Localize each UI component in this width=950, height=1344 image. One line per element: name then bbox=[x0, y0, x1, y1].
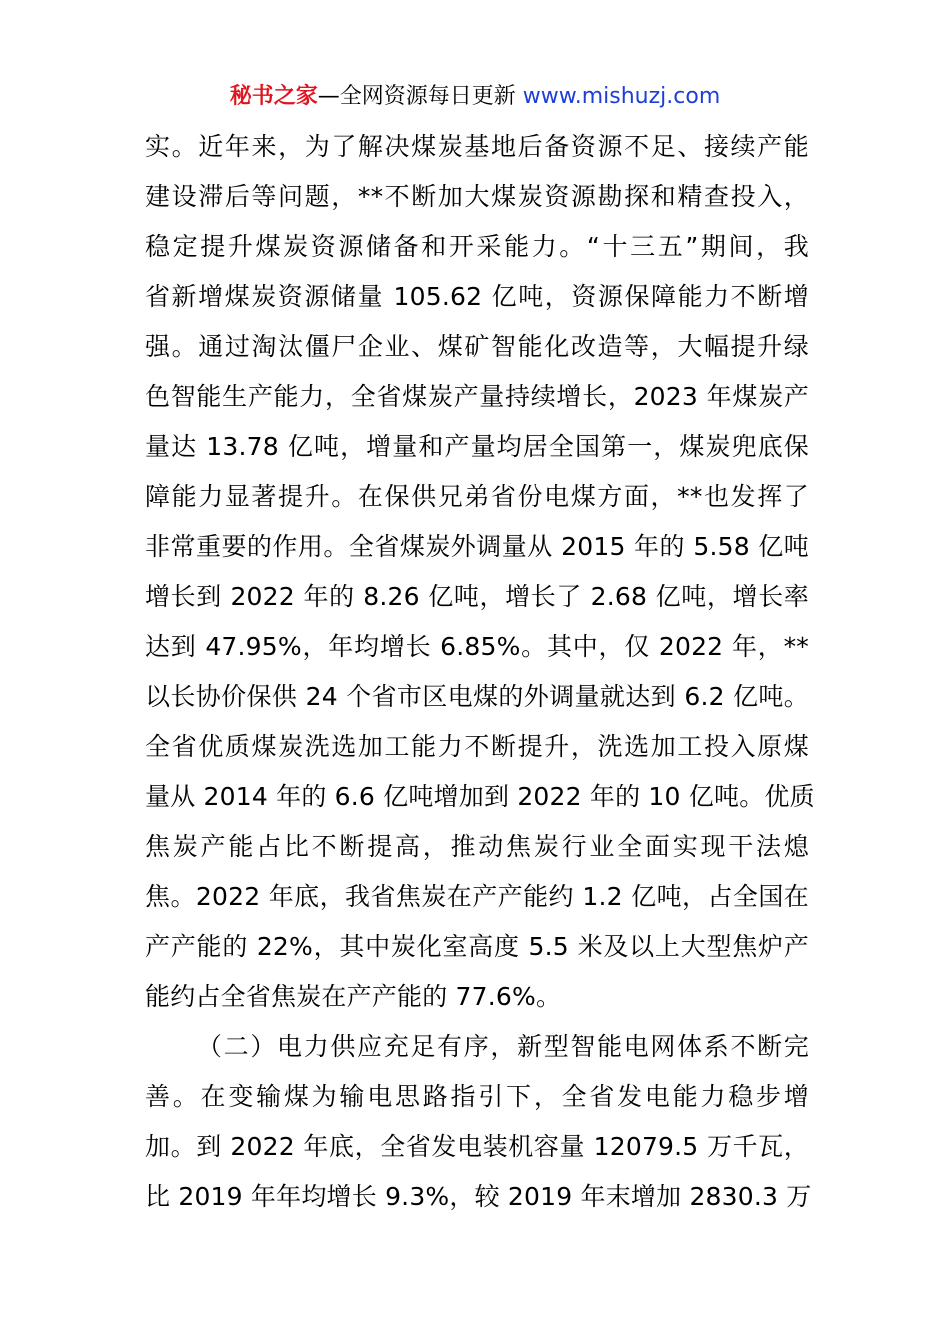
section-heading-line: （二）电力供应充足有序，新型智能电网体系不断完 bbox=[197, 1032, 809, 1061]
text-line: 加。到 2022 年底，全省发电装机容量 12079.5 万千瓦， bbox=[145, 1132, 809, 1161]
text-line: 比 2019 年年均增长 9.3%，较 2019 年末增加 2830.3 万 bbox=[145, 1182, 812, 1211]
text-line: 稳定提升煤炭资源储备和开采能力。“十三五”期间，我 bbox=[145, 232, 809, 261]
text-line: 以长协价保供 24 个省市区电煤的外调量就达到 6.2 亿吨。 bbox=[145, 682, 809, 711]
site-brand: 秘书之家 bbox=[229, 84, 318, 109]
text-line: 障能力显著提升。在保供兄弟省份电煤方面，**也发挥了 bbox=[145, 482, 809, 511]
text-line: 量达 13.78 亿吨，增量和产量均居全国第一，煤炭兜底保 bbox=[145, 432, 809, 461]
text-line: 非常重要的作用。全省煤炭外调量从 2015 年的 5.58 亿吨 bbox=[145, 532, 809, 561]
text-line: 焦。2022 年底，我省焦炭在产产能约 1.2 亿吨，占全国在 bbox=[145, 882, 809, 911]
text-line: 产产能的 22%，其中炭化室高度 5.5 米及以上大型焦炉产 bbox=[145, 932, 809, 961]
text-line: 能约占全省焦炭在产产能的 77.6%。 bbox=[145, 982, 562, 1011]
text-line: 强。通过淘汰僵尸企业、煤矿智能化改造等，大幅提升绿 bbox=[145, 332, 809, 361]
text-line: 量从 2014 年的 6.6 亿吨增加到 2022 年的 10 亿吨。优质 bbox=[145, 782, 815, 811]
text-line: 善。在变输煤为输电思路指引下，全省发电能力稳步增 bbox=[145, 1082, 809, 1111]
text-line: 全省优质煤炭洗选加工能力不断提升，洗选加工投入原煤 bbox=[145, 732, 809, 761]
text-line: 省新增煤炭资源储量 105.62 亿吨，资源保障能力不断增 bbox=[145, 282, 809, 311]
text-line: 实。近年来，为了解决煤炭基地后备资源不足、接续产能 bbox=[145, 132, 809, 161]
text-line: 增长到 2022 年的 8.26 亿吨，增长了 2.68 亿吨，增长率 bbox=[145, 582, 809, 611]
site-header bbox=[0, 82, 950, 112]
text-line: 焦炭产能占比不断提高，推动焦炭行业全面实现干法熄 bbox=[145, 832, 809, 861]
text-line: 建设滞后等问题，**不断加大煤炭资源勘探和精查投入， bbox=[145, 182, 809, 211]
site-url-link[interactable]: www.mishuzj.com bbox=[522, 84, 721, 109]
text-line: 达到 47.95%，年均增长 6.85%。其中，仅 2022 年，** bbox=[145, 632, 809, 661]
site-tagline: —全网资源每日更新 bbox=[317, 84, 523, 109]
text-line: 色智能生产能力，全省煤炭产量持续增长，2023 年煤炭产 bbox=[145, 382, 809, 411]
